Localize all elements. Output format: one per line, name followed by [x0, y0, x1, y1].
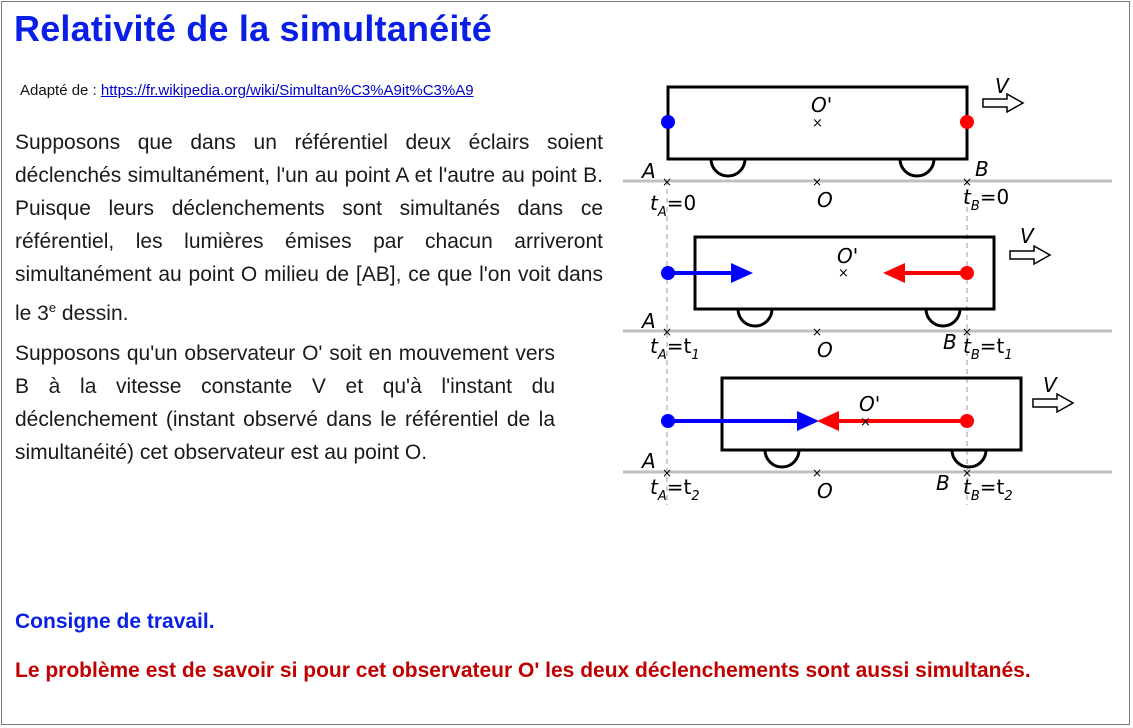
midpoint-label: O	[817, 338, 833, 362]
blue-flash	[661, 115, 675, 129]
observer-mark: ×	[812, 116, 823, 131]
point-b-label: B	[936, 471, 950, 495]
blue-arrowhead-icon	[731, 263, 753, 283]
wheel	[952, 450, 986, 467]
red-flash	[960, 115, 974, 129]
time-b-label: $t_B=0$	[963, 185, 1010, 214]
observer-paragraph: Supposons qu'un observateur O' soit en mouvement vers B à la vitesse constante V et qu'à l'instant du déclenchement (instant observé dans le référentiel de la simultanéité) cet observateur est au point O.	[15, 342, 555, 464]
point-b-label: B	[975, 157, 989, 181]
velocity-label: V	[995, 74, 1009, 98]
scene-2	[623, 224, 1112, 363]
tick-b: ×	[962, 325, 973, 339]
scene-3	[623, 373, 1112, 504]
midpoint-label: O	[817, 188, 833, 212]
point-a-label: A	[642, 309, 656, 333]
instructions-heading: Consigne de travail.	[15, 610, 215, 633]
time-a-label: $t_A=t_2$	[650, 475, 700, 504]
point-b-label: B	[943, 330, 957, 354]
tick-o: ×	[812, 175, 823, 189]
blue-arrowhead-icon	[797, 411, 819, 431]
wheel	[738, 309, 772, 326]
midpoint-label: O	[817, 479, 833, 503]
observer-label: O'	[837, 244, 859, 268]
intro-text: Supposons que dans un référentiel deux éclairs soient déclenchés simultanément, l'un au point A et l'autre au point B. Puisque leurs déclenchements sont simultanés dans ce référentiel, les lumières émises par chacun arriveront simultanément au point O milieu de [AB], ce que l'on voit dans le 3	[15, 131, 603, 325]
scene-1	[623, 74, 1112, 220]
page-title: Relativité de la simultanéité	[14, 8, 492, 49]
time-b-label: $t_B=t_2$	[963, 475, 1013, 504]
tick-a: ×	[662, 175, 673, 189]
observer-mark: ×	[860, 415, 871, 430]
wheel	[711, 159, 745, 176]
intro-paragraph	[15, 126, 603, 330]
intro-text-end: dessin.	[56, 302, 129, 325]
velocity-arrow-icon	[1010, 246, 1050, 264]
velocity-label: V	[1020, 224, 1034, 248]
wheel	[765, 450, 799, 467]
problem-statement: Le problème est de savoir si pour cet observateur O' les deux déclenchements sont aussi simultanés.	[15, 659, 1031, 682]
observer-label: O'	[859, 392, 881, 416]
point-a-label: A	[642, 159, 656, 183]
point-a-label: A	[642, 449, 656, 473]
wheel	[900, 159, 934, 176]
tick-o: ×	[812, 325, 823, 339]
observer-label: O'	[811, 93, 833, 117]
velocity-label: V	[1043, 373, 1057, 397]
source-line	[20, 82, 474, 99]
wheel	[926, 309, 960, 326]
time-b-label: $t_B=t_1$	[963, 334, 1013, 363]
red-arrowhead-icon	[883, 263, 905, 283]
observer-mark: ×	[838, 266, 849, 281]
red-arrowhead-icon	[817, 411, 839, 431]
tick-a: ×	[662, 466, 673, 480]
simultaneity-diagram	[615, 70, 1115, 510]
tick-o: ×	[812, 466, 823, 480]
tick-b: ×	[962, 175, 973, 189]
source-prefix: Adapté de :	[20, 82, 101, 99]
source-link[interactable]: https://fr.wikipedia.org/wiki/Simultan%C3%A9it%C3%A9	[100, 82, 474, 99]
tick-a: ×	[662, 325, 673, 339]
tick-b: ×	[962, 466, 973, 480]
time-a-label: $t_A=t_1$	[650, 334, 700, 363]
time-a-label: $t_A=0$	[650, 191, 697, 220]
intro-superscript: e	[48, 300, 57, 315]
